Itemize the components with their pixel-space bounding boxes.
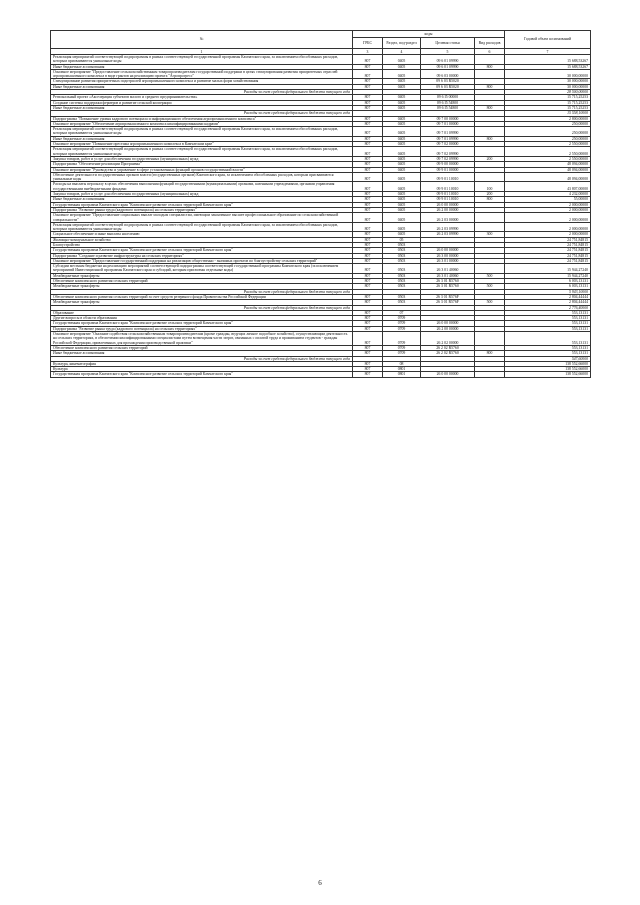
row-section: 0503 xyxy=(383,273,421,278)
row-name: Обеспечение комплексного развития сельских территорий за счет средств резервного фонда Правительства Российской Федерации xyxy=(51,294,353,299)
row-total: 138 552,66000 xyxy=(505,367,591,372)
row-type xyxy=(475,264,505,274)
row-target: 26 2 02 R5760 xyxy=(421,351,475,356)
row-section: 0405 xyxy=(383,232,421,237)
row-total: 5 943,10000 xyxy=(505,289,591,294)
table-row xyxy=(51,69,591,79)
row-target: 09 7 02 00000 xyxy=(421,142,475,147)
page-number: 6 xyxy=(318,879,322,887)
row-total: 6 003,13131 xyxy=(505,279,591,284)
column-number: 3 xyxy=(353,49,383,55)
row-type xyxy=(475,372,505,377)
row-name: Расходы за счет средств федерального бюджета текущего года xyxy=(51,90,353,95)
row-total: 2 000,00000 xyxy=(505,202,591,207)
header-number: № xyxy=(51,31,353,49)
row-total: 43 807,00000 xyxy=(505,182,591,192)
row-total: 250,00000 xyxy=(505,136,591,141)
row-total: 15 688,53267 xyxy=(505,64,591,69)
row-section: 05 xyxy=(383,237,421,242)
row-target: 26 3 01 R576F xyxy=(421,300,475,305)
column-number: 5 xyxy=(421,49,475,55)
row-target: 09 6 I5 00000 xyxy=(421,95,475,100)
row-section: 0405 xyxy=(383,136,421,141)
row-section: 0405 xyxy=(383,79,421,84)
row-grbs: 807 xyxy=(353,294,383,299)
row-name: Обеспечение комплексного развития сельских территорий xyxy=(51,279,353,284)
row-target: 09 9 01 00000 xyxy=(421,167,475,172)
row-section: 0405 xyxy=(383,192,421,197)
row-section: 07 xyxy=(383,310,421,315)
row-name: Иные бюджетные ассигнования xyxy=(51,136,353,141)
row-type: 200 xyxy=(475,192,505,197)
row-type xyxy=(475,213,505,223)
row-grbs: 807 xyxy=(353,156,383,161)
row-target: 09 9 01 10010 xyxy=(421,197,475,202)
row-section: 0405 xyxy=(383,156,421,161)
column-number: 6 xyxy=(475,49,505,55)
row-type: 800 xyxy=(475,351,505,356)
row-grbs: 807 xyxy=(353,55,383,65)
row-total: 24 751,84815 xyxy=(505,248,591,253)
row-type xyxy=(475,55,505,65)
row-grbs: 807 xyxy=(353,100,383,105)
row-grbs: 807 xyxy=(353,192,383,197)
row-grbs: 807 xyxy=(353,284,383,289)
row-grbs: 807 xyxy=(353,79,383,84)
row-section: 0503 xyxy=(383,242,421,247)
row-target: 09 6 03 R5020 xyxy=(421,84,475,89)
row-section: 0405 xyxy=(383,172,421,182)
row-grbs: 807 xyxy=(353,332,383,346)
row-grbs: 807 xyxy=(353,95,383,100)
row-total: 15 944,27240 xyxy=(505,264,591,274)
row-total: 2 000,00000 xyxy=(505,213,591,223)
row-grbs: 807 xyxy=(353,167,383,172)
row-name: Основное мероприятие "Предоставление государственной поддержки на реализацию общественно - значимых проектов по благоустройству сельских территорий" xyxy=(51,258,353,263)
row-name: Социальное обеспечение и иные выплаты населению xyxy=(51,232,353,237)
row-type: 500 xyxy=(475,300,505,305)
row-target: 26 3 01 R576F xyxy=(421,294,475,299)
row-name: Расходы за счет средств федерального бюджета текущего года xyxy=(51,356,353,361)
row-target: 09 9 01 10010 xyxy=(421,172,475,182)
row-grbs: 807 xyxy=(353,222,383,232)
row-grbs: 807 xyxy=(353,326,383,331)
row-name: Реализация мероприятий соответствующей подпрограммы в рамках соответствующей государственной программы Камчатского края, за исключением обособленных расходов, которым присваиваются уникальные коды xyxy=(51,222,353,232)
row-grbs: 807 xyxy=(353,253,383,258)
row-name: Закупка товаров, работ и услуг для обеспечения государственных (муниципальных) нужд xyxy=(51,192,353,197)
row-total: 2 800,00000 xyxy=(505,116,591,121)
row-type xyxy=(475,127,505,137)
row-grbs: 807 xyxy=(353,105,383,110)
row-target: 09 9 01 10010 xyxy=(421,192,475,197)
row-grbs: 807 xyxy=(353,248,383,253)
header-grbs: ГРБС xyxy=(353,38,383,49)
row-section: 0405 xyxy=(383,55,421,65)
row-total: 15 688,53267 xyxy=(505,55,591,65)
row-total: 2 000,00000 xyxy=(505,232,591,237)
row-section: 0503 xyxy=(383,300,421,305)
row-total: 553,13131 xyxy=(505,345,591,350)
row-total: 48 094,00000 xyxy=(505,162,591,167)
row-grbs: 807 xyxy=(353,207,383,212)
row-target: 09 9 00 00000 xyxy=(421,162,475,167)
row-total: 250,00000 xyxy=(505,127,591,137)
row-grbs: 807 xyxy=(353,64,383,69)
row-name: Иные бюджетные ассигнования xyxy=(51,64,353,69)
row-grbs: 807 xyxy=(353,300,383,305)
row-total: 2 550,00000 xyxy=(505,147,591,157)
row-total: 553,13131 xyxy=(505,310,591,315)
row-section: 0503 xyxy=(383,284,421,289)
row-target: 26 2 00 00000 xyxy=(421,207,475,212)
row-grbs: 807 xyxy=(353,69,383,79)
row-grbs: 807 xyxy=(353,264,383,274)
row-section: 0405 xyxy=(383,84,421,89)
row-section: 0405 xyxy=(383,207,421,212)
row-total: 15 715,25253 xyxy=(505,105,591,110)
row-name: Основное мероприятие "Предоставление сельскохозяйственным товаропроизводителям государственной поддержки в целях стимулирования развития приоритетных отраслей агропромышленного комплекса в виде грантов на реализацию проекта "Агропрогресс" xyxy=(51,69,353,79)
budget-table-body xyxy=(51,55,591,378)
row-type: 800 xyxy=(475,197,505,202)
row-total: 30 000,00000 xyxy=(505,84,591,89)
row-grbs: 807 xyxy=(353,84,383,89)
row-target: 09 7 01 09990 xyxy=(421,127,475,137)
row-total: 2 550,00000 xyxy=(505,142,591,147)
column-number: 7 xyxy=(505,49,591,55)
row-name: Основное мероприятие "Предоставление социальных выплат молодым специалистам, имеющим законченное высшее профессиональное образование по сельскохозяйственной специальности" xyxy=(51,213,353,223)
row-name: Межбюджетные трансферты xyxy=(51,273,353,278)
row-target: 26 2 02 R5760 xyxy=(421,345,475,350)
row-type: 200 xyxy=(475,156,505,161)
table-row xyxy=(51,222,591,232)
row-total: 250,00000 xyxy=(505,121,591,126)
row-total: 2 776,40000 xyxy=(505,305,591,310)
row-name: Обеспечение деятельности государственных органов власти (государственных органов) Камчатского края, за исключением обособленных расходов, которым присваиваются уникальные коды xyxy=(51,172,353,182)
row-target: 09 6 03 R5020 xyxy=(421,79,475,84)
table-row xyxy=(51,372,591,377)
row-total: 4 232,00000 xyxy=(505,192,591,197)
row-section: 0405 xyxy=(383,147,421,157)
row-name: Реализация мероприятий соответствующей подпрограммы в рамках соответствующей государственной программы Камчатского края, за исключением обособленных расходов, которым присваиваются уникальные коды xyxy=(51,127,353,137)
row-name: Основное мероприятие "Руководство и управление в сфере установленных функций органов государственной власти" xyxy=(51,167,353,172)
row-name: Стимулирование развития приоритетных подотраслей агропромышленного комплекса и развитие малых форм хозяйствования xyxy=(51,79,353,84)
row-target: 26 3 01 40060 xyxy=(421,273,475,278)
row-target: 26 2 03 00000 xyxy=(421,213,475,223)
row-target: 09 7 00 00000 xyxy=(421,116,475,121)
row-name: Расходы за счет средств федерального бюджета текущего года xyxy=(51,111,353,116)
row-target: 26 2 03 09990 xyxy=(421,232,475,237)
row-name: Благоустройство xyxy=(51,242,353,247)
row-name: Расходы на выплаты персоналу в целях обеспечения выполнения функций государственными (муниципальными) органами, казенными учреждениями, органами управления государственными внебюджетными фондами xyxy=(51,182,353,192)
row-name: Образование xyxy=(51,310,353,315)
row-grbs: 807 xyxy=(353,361,383,366)
row-grbs: 807 xyxy=(353,232,383,237)
row-name: Культура, кинематография xyxy=(51,361,353,366)
header-type: Вид расходов xyxy=(475,38,505,49)
row-name: Иные бюджетные ассигнования xyxy=(51,197,353,202)
row-name: Подпрограмма "Развитие рынка труда (кадрового потенциала) на сельских территориях" xyxy=(51,207,353,212)
row-name: Государственная программа Камчатского края "Комплексное развитие сельских территорий Камчатского края" xyxy=(51,202,353,207)
row-name: Расходы за счет средств федерального бюджета текущего года xyxy=(51,305,353,310)
row-total: 553,13131 xyxy=(505,351,591,356)
row-target: 26 2 00 00000 xyxy=(421,326,475,331)
header-codes: коды xyxy=(353,31,505,38)
row-grbs: 807 xyxy=(353,351,383,356)
row-total: 15 715,25253 xyxy=(505,95,591,100)
table-row xyxy=(51,264,591,274)
row-section: 0801 xyxy=(383,367,421,372)
table-row xyxy=(51,213,591,223)
header-total: Годовой объем ассигнований xyxy=(505,31,591,49)
row-name: Реализация мероприятий соответствующей подпрограммы в рамках соответствующей государственной программы Камчатского края, за исключением обособленных расходов, которым присваиваются уникальные коды xyxy=(51,55,353,65)
row-name: Обеспечение комплексного развития сельских территорий xyxy=(51,345,353,350)
row-section: 08 xyxy=(383,361,421,366)
row-section: 0405 xyxy=(383,222,421,232)
row-grbs: 807 xyxy=(353,147,383,157)
table-row xyxy=(51,147,591,157)
row-target: 26 3 01 R5760 xyxy=(421,279,475,284)
row-name: Субсидии местным бюджетам на реализацию мероприятий соответствующей подпрограммы соответствующей государственной программы Камчатского края (за исключением мероприятий Инвестиционной программы Камчатского края и субсидий, которым присвоены отдельные коды) xyxy=(51,264,353,274)
table-row xyxy=(51,182,591,192)
row-section: 0405 xyxy=(383,202,421,207)
row-section: 0405 xyxy=(383,167,421,172)
row-section: 0801 xyxy=(383,372,421,377)
row-target: 09 9 01 10010 xyxy=(421,182,475,192)
table-row xyxy=(51,127,591,137)
row-total: 30 000,00000 xyxy=(505,79,591,84)
budget-table-sheet xyxy=(50,30,590,378)
row-total: 138 552,66000 xyxy=(505,361,591,366)
row-name: Основное мероприятие "Оказание содействия сельскохозяйственным товаропроизводителям (кроме граждан, ведущих личное подсобное хозяйство), осуществляющим деятельность на сельских территориях, в обеспечении квалифицированными специалистами путем возмещения части затрат, связанных с оплатой труда и проживанием студентов - граждан Российской Федерации, привлеченных для прохождения производственной практики" xyxy=(51,332,353,346)
column-number: 1 xyxy=(51,49,353,55)
row-grbs: 807 xyxy=(353,345,383,350)
budget-table xyxy=(50,30,591,378)
row-target: 09 7 02 09990 xyxy=(421,156,475,161)
row-name: Основное мероприятие "Повышение престижа агропромышленного комплекса в Камчатском крае" xyxy=(51,142,353,147)
row-type xyxy=(475,69,505,79)
table-row xyxy=(51,55,591,65)
row-total: 24 751,84815 xyxy=(505,253,591,258)
row-total: 15 944,27240 xyxy=(505,273,591,278)
row-total: 28 500,00000 xyxy=(505,90,591,95)
row-name: Иные бюджетные ассигнования xyxy=(51,84,353,89)
row-name: Межбюджетные трансферты xyxy=(51,284,353,289)
row-total: 2 550,00000 xyxy=(505,156,591,161)
row-section: 0405 xyxy=(383,69,421,79)
row-grbs: 807 xyxy=(353,273,383,278)
row-total: 547,60000 xyxy=(505,356,591,361)
row-total: 48 094,00000 xyxy=(505,167,591,172)
row-target: 26 3 00 00000 xyxy=(421,253,475,258)
row-section: 0405 xyxy=(383,100,421,105)
row-grbs: 807 xyxy=(353,127,383,137)
row-section: 0503 xyxy=(383,279,421,284)
row-name: Иные бюджетные ассигнования xyxy=(51,351,353,356)
row-grbs: 807 xyxy=(353,310,383,315)
row-target: 26 2 02 00000 xyxy=(421,332,475,346)
row-total: 55,00000 xyxy=(505,197,591,202)
row-target: 09 7 01 00000 xyxy=(421,121,475,126)
row-name: Создание системы поддержки фермеров и развитие сельской кооперации xyxy=(51,100,353,105)
row-total: 2 804,44444 xyxy=(505,300,591,305)
column-number: 4 xyxy=(383,49,421,55)
row-grbs: 807 xyxy=(353,172,383,182)
row-section: 0709 xyxy=(383,316,421,321)
row-total: 6 003,13131 xyxy=(505,284,591,289)
table-row xyxy=(51,332,591,346)
row-grbs: 807 xyxy=(353,121,383,126)
header-target: Целевая статья xyxy=(421,38,475,49)
row-name: Культура xyxy=(51,367,353,372)
row-total: 553,13131 xyxy=(505,321,591,326)
row-target: 26 0 00 00000 xyxy=(421,202,475,207)
row-section: 0405 xyxy=(383,95,421,100)
row-total: 24 751,84815 xyxy=(505,242,591,247)
row-section: 0405 xyxy=(383,127,421,137)
row-grbs: 807 xyxy=(353,202,383,207)
row-section: 0405 xyxy=(383,105,421,110)
row-name: Государственная программа Камчатского края "Комплексное развитие сельских территорий Камчатского края" xyxy=(51,372,353,377)
row-target: 26 0 00 00000 xyxy=(421,372,475,377)
row-total: 48 094,00000 xyxy=(505,172,591,182)
row-grbs: 807 xyxy=(353,367,383,372)
row-type: 300 xyxy=(475,232,505,237)
row-total: 553,13131 xyxy=(505,316,591,321)
row-type: 500 xyxy=(475,273,505,278)
row-section: 0503 xyxy=(383,253,421,258)
row-grbs: 807 xyxy=(353,162,383,167)
row-target: 26 3 01 00000 xyxy=(421,258,475,263)
row-total: 138 552,66000 xyxy=(505,372,591,377)
row-section: 0405 xyxy=(383,197,421,202)
row-target: 26 0 00 00000 xyxy=(421,248,475,253)
row-total: 553,13131 xyxy=(505,326,591,331)
row-grbs: 807 xyxy=(353,182,383,192)
row-type xyxy=(475,172,505,182)
row-type xyxy=(475,332,505,346)
row-type: 800 xyxy=(475,84,505,89)
header-section: Раздел, под-раздел xyxy=(383,38,421,49)
row-target: 09 6 I5 54800 xyxy=(421,100,475,105)
row-target: 09 6 03 00000 xyxy=(421,69,475,79)
row-target: 26 2 03 09990 xyxy=(421,222,475,232)
row-section: 0405 xyxy=(383,64,421,69)
row-type: 800 xyxy=(475,64,505,69)
row-section: 0503 xyxy=(383,248,421,253)
row-name: Жилищно-коммунальное хозяйство xyxy=(51,237,353,242)
row-type xyxy=(475,147,505,157)
row-name: Региональный проект «Акселерация субъектов малого и среднего предпринимательства» xyxy=(51,95,353,100)
row-section: 0503 xyxy=(383,294,421,299)
row-section: 0503 xyxy=(383,264,421,274)
row-name: Закупка товаров, работ и услуг для обеспечения государственных (муниципальных) нужд xyxy=(51,156,353,161)
row-section: 0709 xyxy=(383,321,421,326)
row-grbs: 807 xyxy=(353,197,383,202)
row-grbs: 807 xyxy=(353,136,383,141)
row-grbs: 807 xyxy=(353,316,383,321)
row-grbs: 807 xyxy=(353,242,383,247)
row-grbs: 807 xyxy=(353,372,383,377)
row-target: 26 3 01 40060 xyxy=(421,264,475,274)
row-target: 26 3 01 R5760 xyxy=(421,284,475,289)
row-grbs: 807 xyxy=(353,142,383,147)
row-target: 09 6 01 09990 xyxy=(421,64,475,69)
row-section: 0709 xyxy=(383,332,421,346)
row-name: Межбюджетные трансферты xyxy=(51,300,353,305)
row-grbs: 807 xyxy=(353,321,383,326)
row-type: 500 xyxy=(475,284,505,289)
row-total: 24 751,84815 xyxy=(505,258,591,263)
row-total: 2 804,44444 xyxy=(505,294,591,299)
row-grbs: 807 xyxy=(353,237,383,242)
row-type: 100 xyxy=(475,182,505,192)
row-type xyxy=(475,222,505,232)
row-section: 0709 xyxy=(383,345,421,350)
row-target: 09 6 I5 54800 xyxy=(421,105,475,110)
row-section: 0405 xyxy=(383,116,421,121)
row-section: 0503 xyxy=(383,258,421,263)
row-name: Подпрограмма "Повышение уровня кадрового потенциала и информационного обеспечения агропромышленного комплекса" xyxy=(51,116,353,121)
row-name: Основное мероприятие "Обеспечение агропромышленного комплекса квалифицированными кадрами" xyxy=(51,121,353,126)
row-name: Подпрограмма "Развитие рынка труда (кадрового потенциала) на сельских территориях" xyxy=(51,326,353,331)
row-section: 0405 xyxy=(383,162,421,167)
table-row xyxy=(51,172,591,182)
row-total: 15 715,25253 xyxy=(505,100,591,105)
row-grbs: 807 xyxy=(353,116,383,121)
row-name: Государственная программа Камчатского края "Комплексное развитие сельских территорий Камчатского края" xyxy=(51,321,353,326)
row-name: Реализация мероприятий соответствующей подпрограммы в рамках соответствующей государственной программы Камчатского края, за исключением обособленных расходов, которым присваиваются уникальные коды xyxy=(51,147,353,157)
row-grbs: 807 xyxy=(353,279,383,284)
row-total: 2 000,00000 xyxy=(505,222,591,232)
row-grbs: 807 xyxy=(353,213,383,223)
row-name: Иные бюджетные ассигнования xyxy=(51,105,353,110)
row-type: 800 xyxy=(475,136,505,141)
row-total: 2 000,00000 xyxy=(505,207,591,212)
row-section: 0405 xyxy=(383,213,421,223)
row-total: 24 751,84815 xyxy=(505,237,591,242)
row-total: 553,13131 xyxy=(505,332,591,346)
row-section: 0709 xyxy=(383,351,421,356)
row-name: Расходы за счет средств федерального бюджета текущего года xyxy=(51,289,353,294)
row-section: 0405 xyxy=(383,142,421,147)
row-target: 09 7 01 09990 xyxy=(421,136,475,141)
row-grbs: 807 xyxy=(353,258,383,263)
row-type: 800 xyxy=(475,105,505,110)
row-target: 09 7 02 09990 xyxy=(421,147,475,157)
row-target: 26 0 00 00000 xyxy=(421,321,475,326)
row-name: Подпрограмма "Обеспечение реализации Программы" xyxy=(51,162,353,167)
row-target: 09 6 01 09990 xyxy=(421,55,475,65)
row-total: 15 558,10000 xyxy=(505,111,591,116)
row-name: Государственная программа Камчатского края "Комплексное развитие сельских территорий Камчатского края" xyxy=(51,248,353,253)
row-section: 0405 xyxy=(383,182,421,192)
row-name: Подпрограмма "Создание и развитие инфраструктуры на сельских территориях" xyxy=(51,253,353,258)
row-section: 0709 xyxy=(383,326,421,331)
row-section: 0405 xyxy=(383,121,421,126)
row-name: Другие вопросы в области образования xyxy=(51,316,353,321)
row-total: 30 000,00000 xyxy=(505,69,591,79)
